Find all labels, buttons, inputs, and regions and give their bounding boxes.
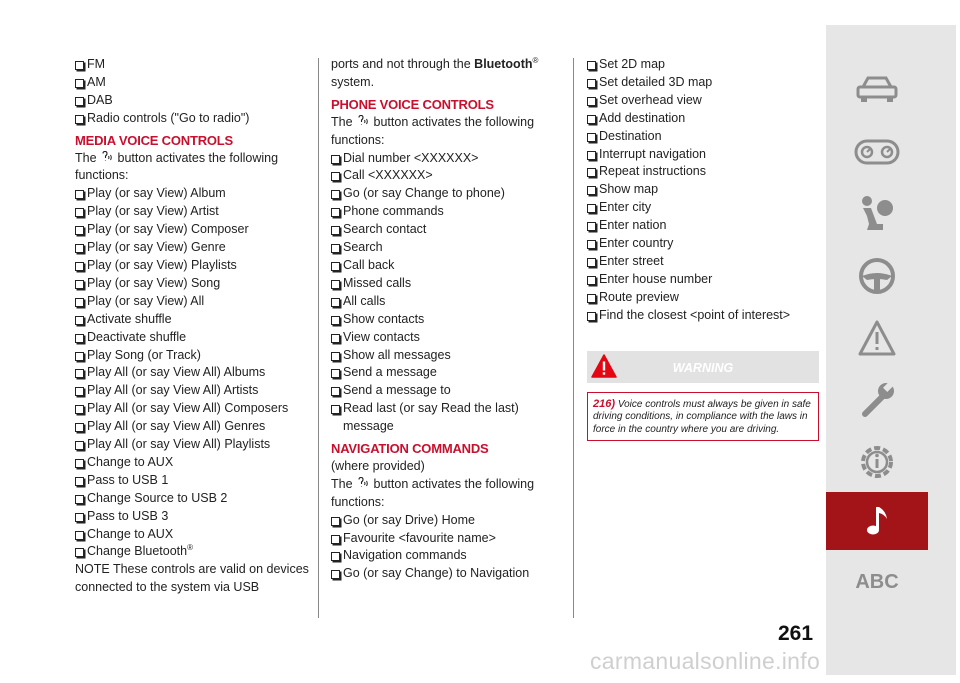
- music-note-icon: [862, 503, 892, 539]
- list-item: Play All (or say View All) Composers: [75, 400, 310, 418]
- list-item: Interrupt navigation: [587, 146, 819, 164]
- list-item: Go (or say Change to phone): [331, 185, 556, 203]
- list-item: Read last (or say Read the last) message: [331, 400, 556, 436]
- list-item: Play Song (or Track): [75, 347, 310, 365]
- list-item: Play (or say View) Genre: [75, 239, 310, 257]
- sidebar-item-maintenance[interactable]: [826, 371, 928, 429]
- navigation-command-list: [331, 512, 556, 584]
- list-item: Change Bluetooth®: [75, 543, 310, 561]
- list-item: Play (or say View) All: [75, 293, 310, 311]
- list-item: Play All (or say View All) Genres: [75, 418, 310, 436]
- warning-triangle-icon: [857, 319, 897, 357]
- list-item: Pass to USB 1: [75, 472, 310, 490]
- list-item: All calls: [331, 293, 556, 311]
- radio-list: [75, 56, 310, 128]
- phone-command-list: [331, 150, 556, 437]
- phone-intro: The button activates the following functions:: [331, 114, 535, 147]
- wrench-icon: [857, 380, 897, 420]
- list-item: View contacts: [331, 329, 556, 347]
- voice-command-icon: [356, 115, 370, 127]
- list-item: Change to AUX: [75, 454, 310, 472]
- watermark: carmanualsonline.info: [590, 648, 821, 674]
- list-item: Navigation commands: [331, 547, 556, 565]
- warning-header: [587, 351, 819, 383]
- list-item: FM: [75, 56, 310, 74]
- sidebar-item-specifications[interactable]: [826, 433, 928, 491]
- list-item: Enter country: [587, 235, 819, 253]
- list-item: Set 2D map: [587, 56, 819, 74]
- list-item: Change Source to USB 2: [75, 490, 310, 508]
- list-item: Go (or say Change) to Navigation: [331, 565, 556, 583]
- dashboard-icon: [854, 138, 900, 166]
- list-item: Play (or say View) Song: [75, 275, 310, 293]
- list-item: Enter street: [587, 253, 819, 271]
- bluetooth-note-continued: ports and not through the Bluetooth® system.: [331, 55, 539, 89]
- list-item: Play (or say View) Artist: [75, 203, 310, 221]
- list-item: AM: [75, 74, 310, 92]
- list-item: Pass to USB 3: [75, 508, 310, 526]
- phone-voice-controls-heading: PHONE VOICE CONTROLS: [331, 96, 494, 112]
- page-number: 261: [778, 622, 814, 645]
- list-item: Play (or say View) Album: [75, 185, 310, 203]
- list-item: Activate shuffle: [75, 311, 310, 329]
- sidebar-item-emergency[interactable]: [826, 309, 928, 367]
- list-item: Play All (or say View All) Albums: [75, 364, 310, 382]
- warning-box: [587, 351, 819, 442]
- list-item: Dial number <XXXXXX>: [331, 150, 556, 168]
- sidebar-item-dashboard[interactable]: [826, 123, 928, 181]
- abc-index-label: ABC: [855, 570, 899, 593]
- column-divider: [318, 58, 319, 618]
- list-item: Missed calls: [331, 275, 556, 293]
- list-item: Favourite <favourite name>: [331, 530, 556, 548]
- media-command-list: [75, 185, 310, 561]
- list-item: Deactivate shuffle: [75, 329, 310, 347]
- list-item: Play All (or say View All) Artists: [75, 382, 310, 400]
- list-item: Show map: [587, 181, 819, 199]
- car-icon: [855, 74, 899, 104]
- list-item: Change to AUX: [75, 526, 310, 544]
- list-item: Send a message to: [331, 382, 556, 400]
- list-item: Enter nation: [587, 217, 819, 235]
- airbag-icon: [857, 194, 897, 234]
- list-item: Radio controls ("Go to radio"): [75, 110, 310, 128]
- list-item: Search: [331, 239, 556, 257]
- chapter-sidebar: [826, 25, 956, 675]
- list-item: Call <XXXXXX>: [331, 167, 556, 185]
- list-item: Set overhead view: [587, 92, 819, 110]
- media-voice-controls-heading: MEDIA VOICE CONTROLS: [75, 132, 234, 148]
- list-item: Play (or say View) Composer: [75, 221, 310, 239]
- navigation-intro: The button activates the following functions:: [331, 476, 535, 509]
- list-item: Destination: [587, 128, 819, 146]
- column-1: [75, 56, 310, 597]
- column-3: [587, 56, 819, 441]
- steering-wheel-icon: [857, 256, 897, 296]
- warning-text: 216) Voice controls must always be given in safe driving conditions, in compliance with the laws in force in the country where you are driving.: [587, 392, 819, 442]
- sidebar-item-car[interactable]: [826, 60, 928, 118]
- list-item: Find the closest <point of interest>: [587, 307, 819, 325]
- usb-note: NOTE These controls are valid on devices connected to the system via USB: [75, 562, 309, 595]
- list-item: Go (or say Drive) Home: [331, 512, 556, 530]
- settings-gear-icon: [857, 442, 897, 482]
- list-item: Search contact: [331, 221, 556, 239]
- list-item: Play (or say View) Playlists: [75, 257, 310, 275]
- list-item: Route preview: [587, 289, 819, 307]
- column-divider: [573, 58, 574, 618]
- list-item: Enter house number: [587, 271, 819, 289]
- list-item: Call back: [331, 257, 556, 275]
- list-item: Play All (or say View All) Playlists: [75, 436, 310, 454]
- column-2: [331, 56, 556, 583]
- list-item: Set detailed 3D map: [587, 74, 819, 92]
- voice-command-icon: [356, 477, 370, 489]
- sidebar-item-safety[interactable]: [826, 185, 928, 243]
- list-item: DAB: [75, 92, 310, 110]
- list-item: Repeat instructions: [587, 163, 819, 181]
- media-intro: The button activates the following functions:: [75, 150, 279, 183]
- sidebar-item-driving[interactable]: [826, 247, 928, 305]
- navigation-availability-note: (where provided): [331, 458, 425, 473]
- warning-title: WARNING: [672, 360, 734, 375]
- sidebar-item-multimedia[interactable]: [826, 492, 928, 550]
- sidebar-item-index[interactable]: [826, 553, 928, 611]
- navigation-command-list-continued: [587, 56, 819, 325]
- list-item: Add destination: [587, 110, 819, 128]
- list-item: Enter city: [587, 199, 819, 217]
- list-item: Send a message: [331, 364, 556, 382]
- voice-command-icon: [100, 151, 114, 163]
- navigation-commands-heading: NAVIGATION COMMANDS: [331, 441, 489, 457]
- list-item: Show all messages: [331, 347, 556, 365]
- list-item: Show contacts: [331, 311, 556, 329]
- list-item: Phone commands: [331, 203, 556, 221]
